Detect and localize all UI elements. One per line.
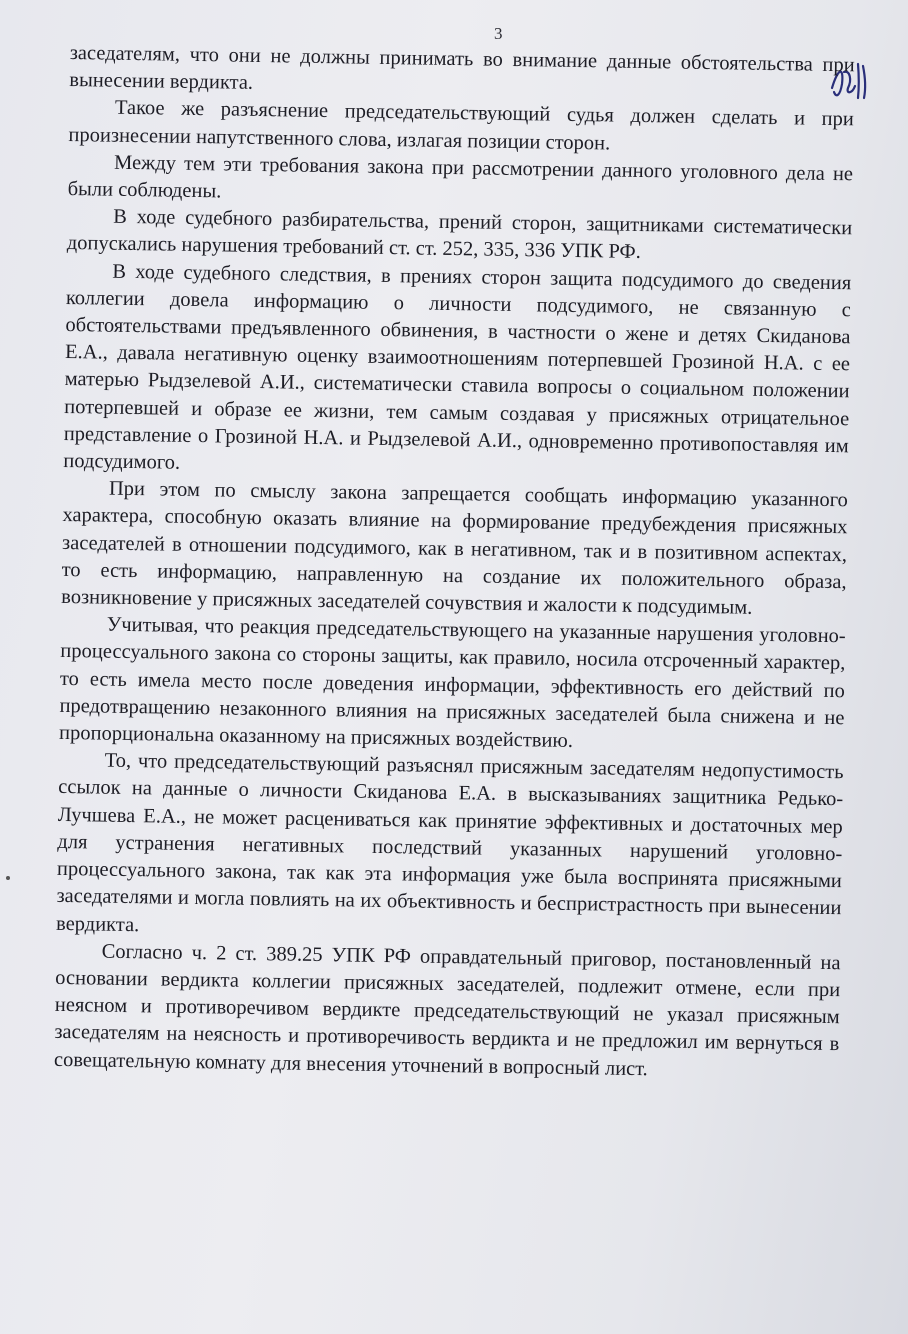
paragraph: Такое же разъяснение председательствующий судья должен сделать и при произнесении напутственного слова, излагая позиции сторон. bbox=[68, 97, 855, 155]
paragraph: Между тем эти требования закона при рассмотрении данного уголовного дела не были соблюдены. bbox=[67, 151, 854, 203]
paragraph-continuation: заседателям, что они не должны принимать во внимание данные обстоятельства при вынесении вердикта. bbox=[69, 41, 855, 95]
page-number: 3 bbox=[494, 24, 503, 43]
paragraph: В ходе судебного разбирательства, прений сторон, защитниками систематически допускались нарушения требований ст. ст. 252, 335, 336 УПК РФ. bbox=[66, 205, 853, 264]
paragraph: При этом по смыслу закона запрещается сообщать информацию указанного характера, способную оказать влияние на формирование предубеждения присяжных заседателей в отношении подсудимого, как в негативном, так и в позитивном аспектах, то есть информацию, направленную на создание их положительного образа, возникновение у присяжных заседателей сочувствия и жалости к подсудимым. bbox=[61, 477, 849, 619]
paragraph: Согласно ч. 2 ст. 389.25 УПК РФ оправдательный приговор, постановленный на основании вердикта коллегии присяжных заседателей, подлежит отмене, если при неясном и противоречивом вердикте председательствующий не указал присяжным заседателям на неясность и противоречивость вердикта и не предложил им вернуться в совещательную комнату для внесения уточнений в вопросный лист. bbox=[53, 940, 841, 1080]
document-body bbox=[54, 40, 855, 1086]
paragraph: В ходе судебного следствия, в прениях сторон защита подсудимого до сведения коллегии довела информацию о личности подсудимого, не связанную с обстоятельствами предъявленного обвинения, в частности о жене и детях Скиданова Е.А., давала негативную оценку взаимоотношениям потерпевшей Грозиной Н.А. с ее матерью Рыдзелевой А.И., систематически ставила вопросы о социальном положении потерпевшей и образе ее жизни, тем самым создавая у присяжных отрицательное представление о Грозиной Н.А. и Рыдзелевой А.И., одновременно противопоставляя им подсудимого. bbox=[63, 260, 852, 474]
paragraph: То, что председательствующий разъяснял присяжным заседателям недопустимость ссылок на данные о личности Скиданова Е.А. в высказываниях защитника Редько-Лучшева Е.А., не может расцениваться как принятие эффективных и достаточных мер для устранения негативных последствий указанных нарушений уголовно-процессуального закона, так как эта информация уже была воспринята присяжными заседателями и могла повлиять на их объективность и беспристрастность при вынесении вердикта. bbox=[55, 749, 844, 936]
paragraph: Учитывая, что реакция председательствующего на указанные нарушения уголовно-процессуального закона со стороны защиты, как правило, носила отсроченный характер, то есть имела место после доведения информации, эффективность его действий по предотвращению незаконного влияния на присяжных заседателей была снижена и не пропорциональна оказанному на присяжных воздействию. bbox=[58, 613, 846, 753]
margin-mark bbox=[6, 876, 10, 880]
